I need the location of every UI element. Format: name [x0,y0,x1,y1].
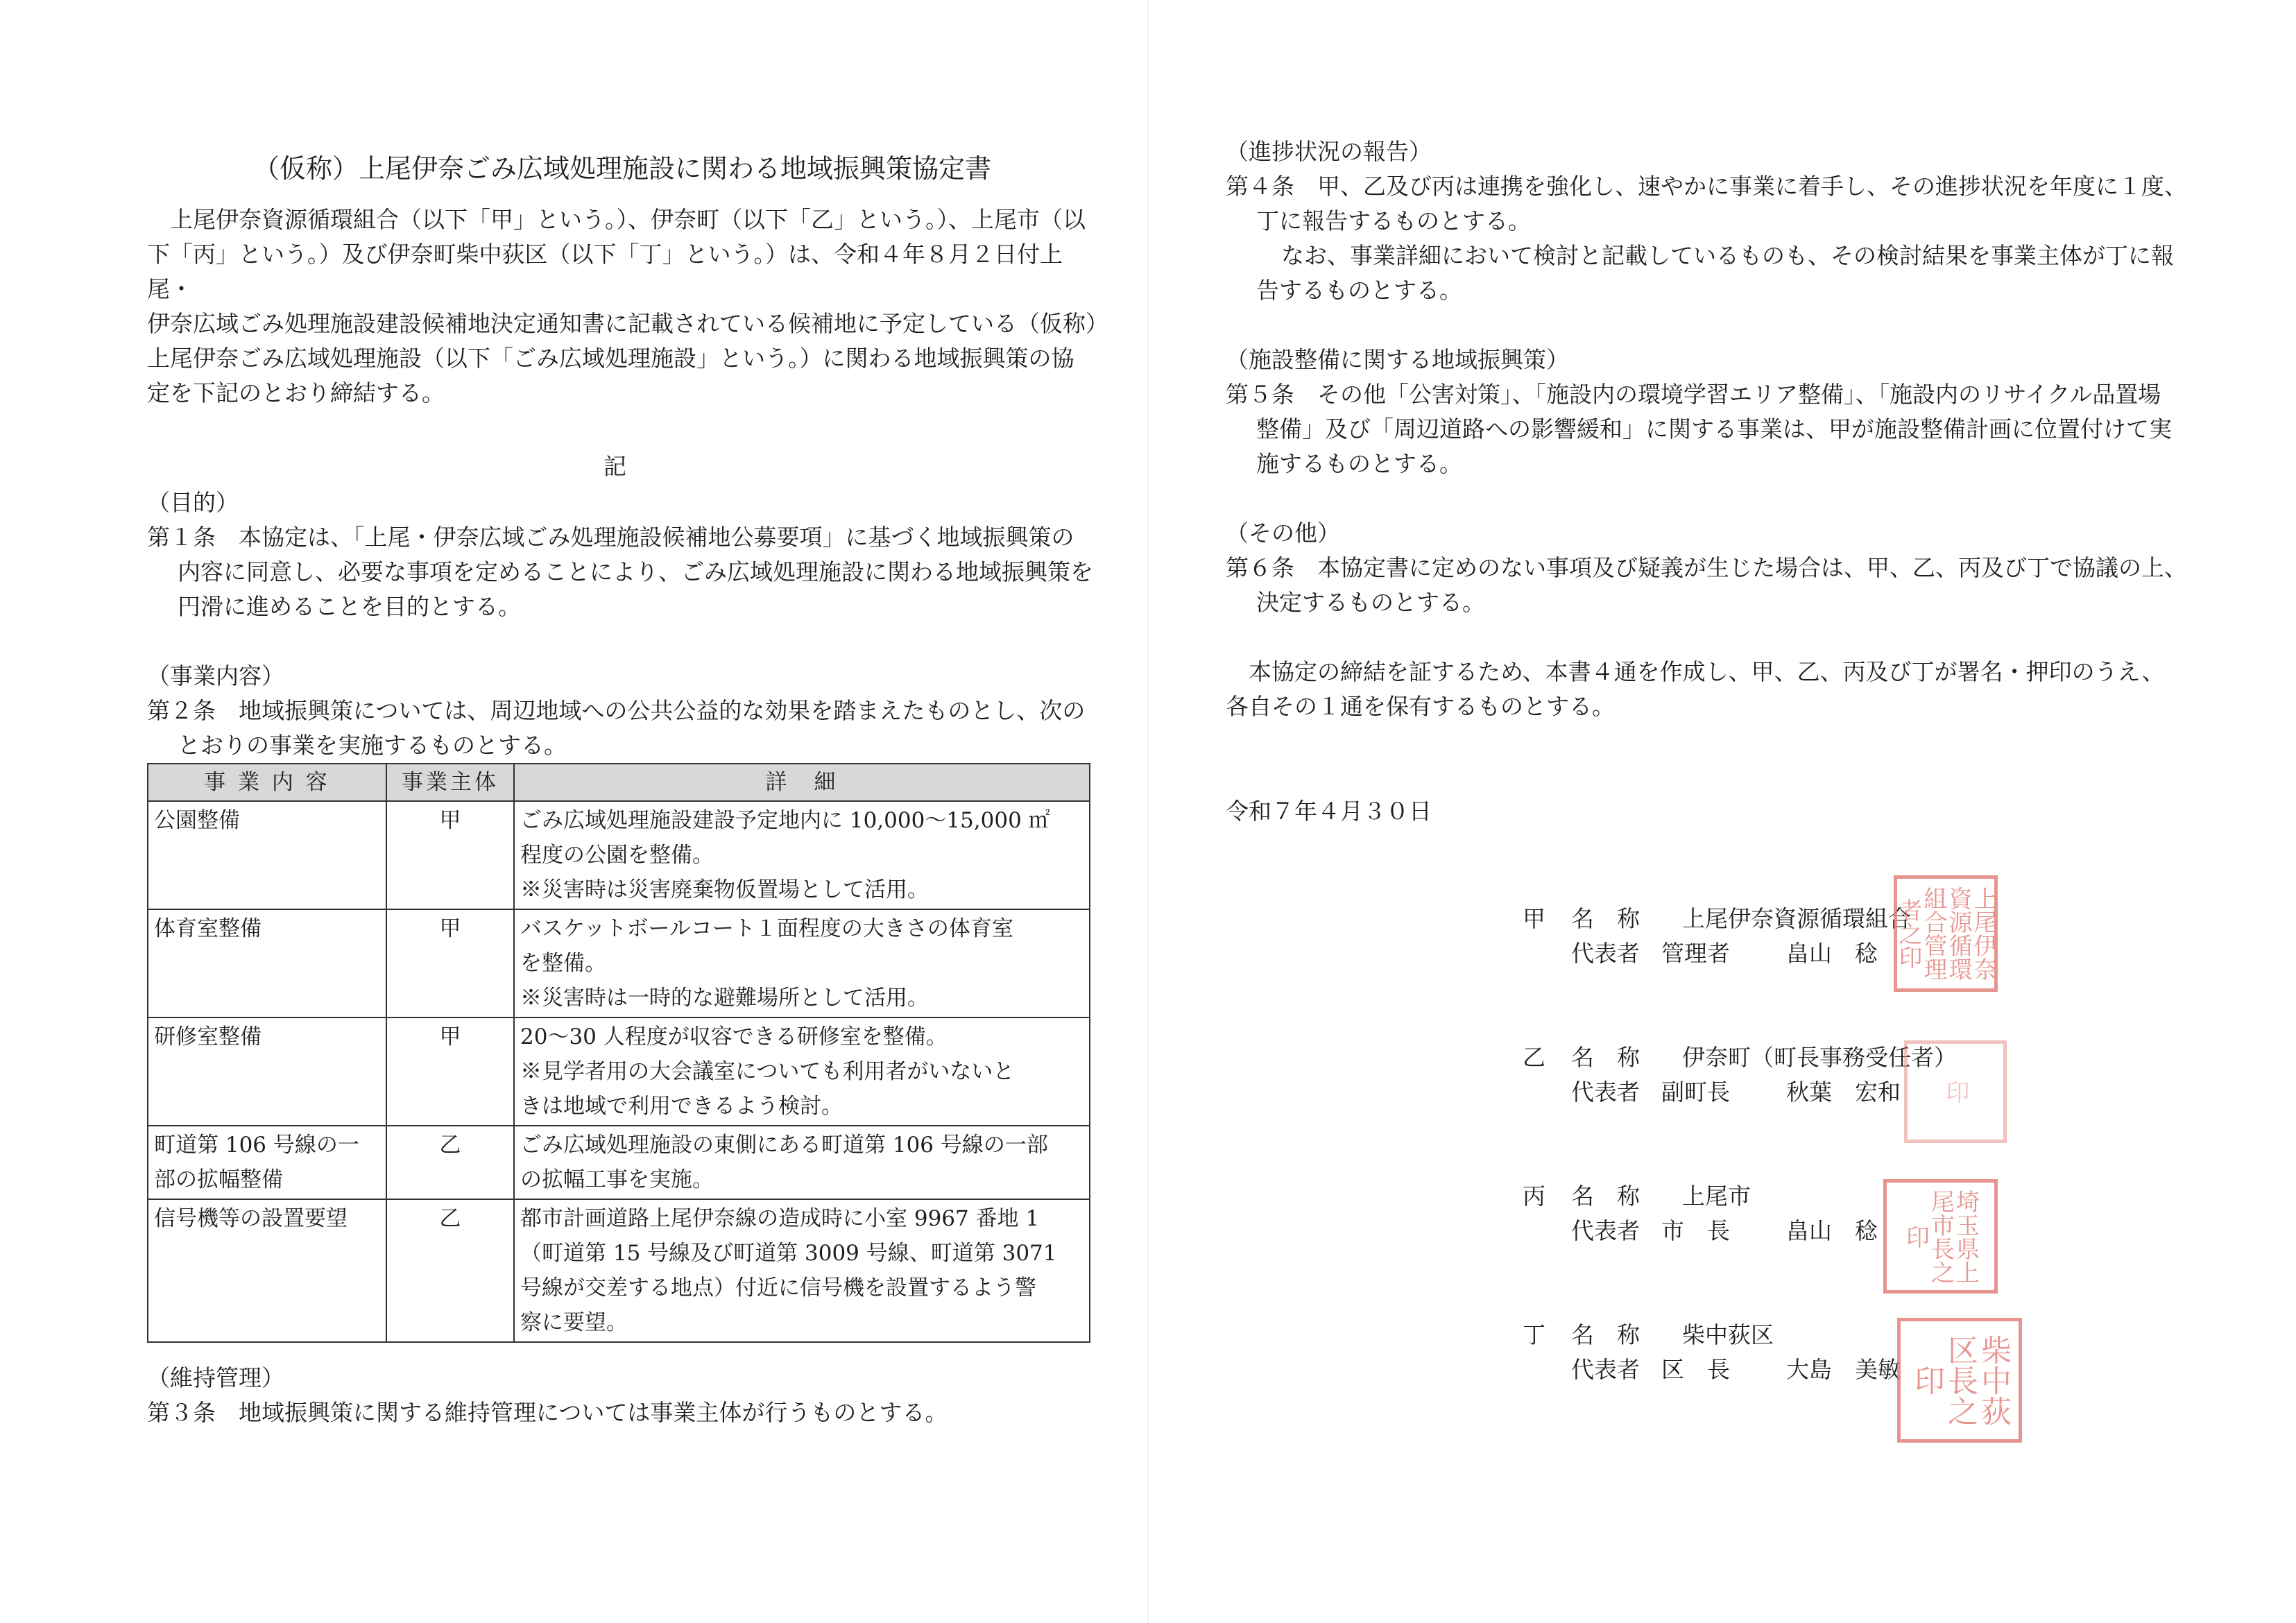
article-5 [1226,343,2172,481]
party-name: 伊奈町（町長事務受任者） [1682,1044,1957,1071]
header-detail: 詳 細 [514,764,1090,801]
party-label: 甲 [1523,905,1545,932]
cell-text: 信号機等の設置要望 [154,1206,348,1231]
cell-text: バスケットボールコート１面程度の大きさの体育室 [520,916,1013,941]
closing-line: 本協定の締結を証するため、本書４通を作成し、甲、乙、丙及び丁が署名・押印のうえ、 [1249,658,2165,685]
article-3-heading: （維持管理） [147,1364,284,1391]
article-1-line: 第１条 本協定は、「上尾・伊奈広域ごみ処理施設候補地公募要項」に基づく地域振興策の [147,524,1074,551]
header-entity: 事業主体 [386,764,514,801]
intro-line: 上尾伊奈ごみ広域処理施設（以下「ごみ広域処理施設」という。）に関わる地域振興策の協 [147,345,1074,372]
article-5-line: 第５条 その他「公害対策」、「施設内の環境学習エリア整備」、「施設内のリサイクル品置場 [1226,381,2161,408]
article-2-line: とおりの事業を実施するものとする。 [178,732,567,759]
article-1-line: 円滑に進めることを目的とする。 [178,593,521,620]
article-3-line: 第３条 地域振興策に関する維持管理については事業主体が行うものとする。 [147,1399,948,1426]
rep-label: 代表者 [1571,1079,1640,1106]
article-5-line: 整備」及び「周辺道路への影響緩和」に関する事業は、甲が施設整備計画に位置付けて実 [1256,415,2172,443]
official-seal: 柴中荻区長之印 [1897,1318,2022,1443]
rep-label: 代表者 [1571,940,1640,967]
rep-label: 代表者 [1571,1356,1640,1383]
party-name: 上尾伊奈資源循環組合 [1682,905,1911,932]
signatory-tei [1523,1318,1901,1387]
cell-item [148,1017,386,1126]
cell-text: を整備。 [520,951,606,976]
rep-person: 大島 美敏 [1786,1356,1901,1383]
article-2-line: 第２条 地域振興策については、周辺地域への公共公益的な効果を踏まえたものとし、次の [147,697,1086,724]
cell-text: 体育室整備 [154,916,262,941]
article-4-heading: （進捗状況の報告） [1226,138,1432,165]
article-4-line: 第４条 甲、乙及び丙は連携を強化し、速やかに事業に着手し、その進捗状況を年度に１度、 [1226,173,2187,200]
article-5-line: 施するものとする。 [1256,450,1462,477]
cell-text: （町道第 15 号線及び町道第 3009 号線、町道第 3071 [520,1241,1057,1266]
cell-detail [514,1017,1090,1126]
name-label: 名 称 [1571,1044,1640,1071]
cell-text: ※災害時は災害廃棄物仮置場として活用。 [520,877,929,902]
cell-text: きは地域で利用できるよう検討。 [520,1094,843,1119]
article-5-heading: （施設整備に関する地域振興策） [1226,346,1569,373]
official-seal: 印 [1904,1040,2007,1143]
rep-role: 区 長 [1661,1356,1730,1383]
cell-detail [514,909,1090,1017]
cell-text: 都市計画道路上尾伊奈線の造成時に小室 9967 番地 1 [520,1206,1040,1231]
cell-text: 察に要望。 [520,1310,628,1335]
header-item: 事 業 内 容 [148,764,386,801]
name-label: 名 称 [1571,1321,1640,1348]
rep-label: 代表者 [1571,1217,1640,1244]
cell-entity: 甲 [386,1017,514,1126]
cell-item [148,909,386,1017]
table-row [148,1199,1090,1342]
article-6-heading: （その他） [1226,519,1340,547]
signatory-otsu [1523,1040,1957,1110]
rep-person: 畠山 稔 [1786,940,1878,967]
article-6-line: 第６条 本協定書に定めのない事項及び疑義が生じた場合は、甲、乙、丙及び丁で協議の上、 [1226,554,2187,581]
closing-paragraph [1226,655,2165,724]
cell-detail [514,1199,1090,1342]
name-label: 名 称 [1571,905,1640,932]
cell-text: 程度の公園を整備。 [520,843,714,868]
article-1 [147,486,1093,624]
cell-text: 20～30 人程度が収容できる研修室を整備。 [520,1024,948,1049]
rep-role: 管理者 [1661,940,1730,967]
ki-marker: 記 [603,453,626,480]
cell-text: 町道第 106 号線の一 [154,1133,359,1158]
cell-item [148,1126,386,1199]
cell-detail [514,1126,1090,1199]
rep-role: 副町長 [1661,1079,1730,1106]
cell-detail [514,801,1090,909]
cell-item [148,1199,386,1342]
article-6 [1226,516,2187,620]
cell-text: ごみ広域処理施設建設予定地内に 10,000～15,000 ㎡ [520,808,1050,833]
cell-entity: 乙 [386,1126,514,1199]
name-label: 名 称 [1571,1183,1640,1210]
cell-text: ※見学者用の大会議室についても利用者がいないと [520,1059,1015,1084]
article-4-line: 丁に報告するものとする。 [1256,207,1531,234]
table-row [148,801,1090,909]
article-4-line: なお、事業詳細において検討と記載しているものも、その検討結果を事業主体が丁に報 [1281,242,2174,269]
party-name: 柴中荻区 [1682,1321,1774,1348]
agreement-date: 令和７年４月３０日 [1226,798,1432,825]
article-3 [147,1361,948,1430]
cell-text: 号線が交差する地点）付近に信号機を設置するよう警 [520,1276,1036,1300]
party-label: 丁 [1523,1321,1545,1348]
cell-text: ごみ広域処理施設の東側にある町道第 106 号線の一部 [520,1133,1048,1158]
official-seal: 埼玉県上尾市長之印 [1883,1179,1998,1294]
article-4 [1226,135,2187,308]
article-2 [147,659,1085,763]
party-name: 上尾市 [1682,1183,1751,1210]
article-6-line: 決定するものとする。 [1256,589,1485,616]
intro-line: 下「丙」という。）及び伊奈町柴中荻区（以下「丁」という。）は、令和４年８月２日付上尾・ [147,241,1063,302]
article-1-line: 内容に同意し、必要な事項を定めることにより、ごみ広域処理施設に関わる地域振興策を [178,558,1093,585]
article-4-line: 告するものとする。 [1256,277,1462,304]
rep-person: 畠山 稔 [1786,1217,1878,1244]
intro-line: 定を下記のとおり締結する。 [147,379,445,406]
party-label: 丙 [1523,1183,1545,1210]
table-row [148,909,1090,1017]
cell-entity: 甲 [386,909,514,1017]
table-row [148,1017,1090,1126]
official-seal: 上尾伊奈資源循環組合管理者之印 [1894,875,1998,992]
cell-entity: 甲 [386,801,514,909]
intro-line: 上尾伊奈資源循環組合（以下「甲」という。）、伊奈町（以下「乙」という。）、上尾市（以 [170,206,1086,233]
cell-text: 研修室整備 [154,1024,262,1049]
table-row [148,1126,1090,1199]
rep-role: 市 長 [1661,1217,1730,1244]
signatory-ko [1523,902,1911,971]
cell-text: 公園整備 [154,808,240,833]
intro-paragraph [147,203,1108,411]
closing-line: 各自その１通を保有するものとする。 [1226,693,1615,720]
cell-text: の拡幅工事を実施。 [520,1167,714,1192]
rep-person: 秋葉 宏和 [1786,1079,1901,1106]
article-1-heading: （目的） [147,489,239,516]
intro-line: 伊奈広域ごみ処理施設建設候補地決定通知書に記載されている候補地に予定している（仮称） [147,310,1108,337]
cell-text: ※災害時は一時的な避難場所として活用。 [520,986,929,1011]
table-header-row [148,764,1090,801]
cell-item [148,801,386,909]
project-table [147,763,1090,1343]
cell-text: 部の拡幅整備 [154,1167,283,1192]
signatory-hei [1523,1179,1878,1248]
party-label: 乙 [1523,1044,1545,1071]
cell-entity: 乙 [386,1199,514,1342]
article-2-heading: （事業内容） [147,662,284,689]
document-title: （仮称）上尾伊奈ごみ広域処理施設に関わる地域振興策協定書 [253,153,992,184]
